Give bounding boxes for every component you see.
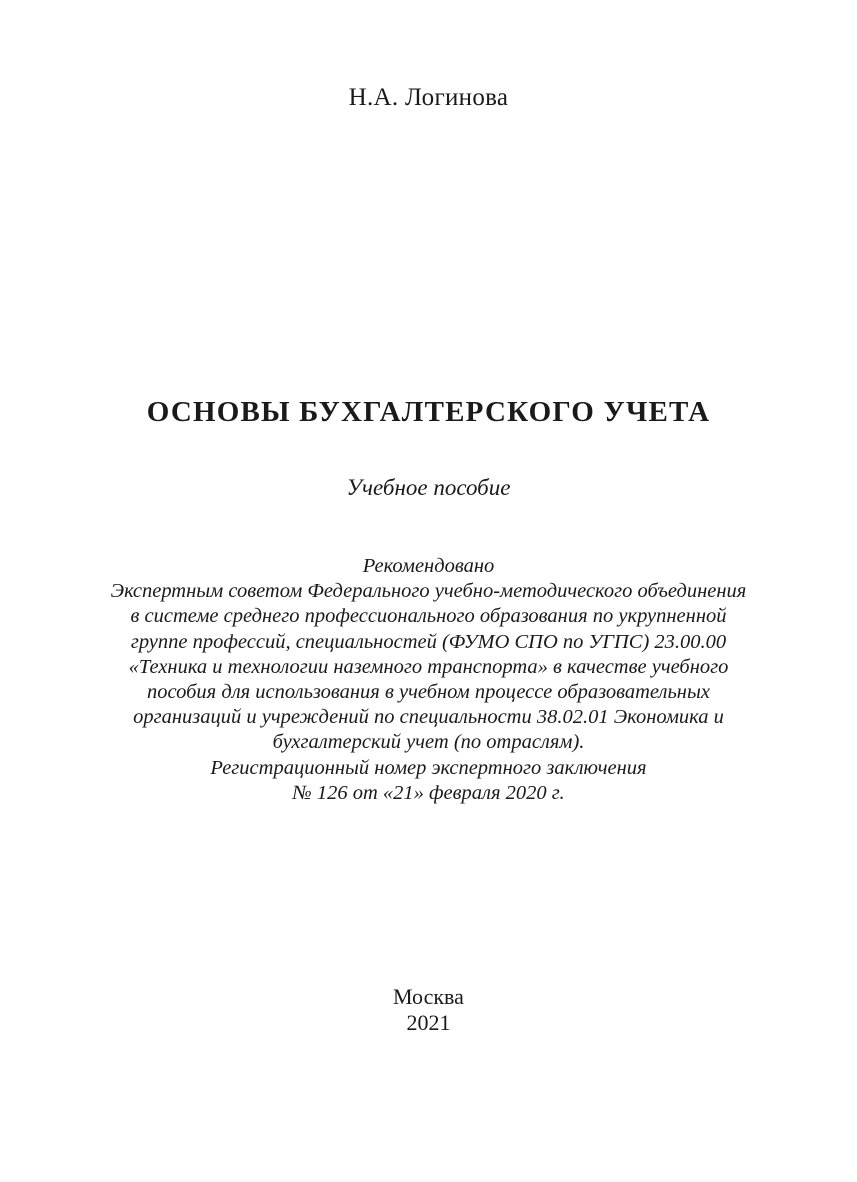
- recommendation-line: № 126 от «21» февраля 2020 г.: [292, 781, 565, 804]
- recommendation-line: «Техника и технологии наземного транспорта» в качестве учебного: [128, 655, 729, 678]
- recommendation-line: бухгалтерский учет (по отраслям).: [272, 731, 585, 754]
- recommendation-block: [0, 554, 857, 806]
- recommendation-line: в системе среднего профессионального образования по укрупненной: [130, 605, 727, 628]
- recommendation-line: группе профессий, специальностей (ФУМО СПО по УГПС) 23.00.00: [130, 630, 727, 653]
- publication-city: Москва: [393, 984, 464, 1009]
- author-name: Н.А. Логинова: [348, 84, 509, 111]
- recommendation-line: Экспертным советом Федерального учебно-методического объединения: [110, 580, 747, 603]
- recommendation-line: Регистрационный номер экспертного заключения: [210, 756, 647, 779]
- publication-year: 2021: [406, 1010, 451, 1035]
- book-title: ОСНОВЫ БУХГАЛТЕРСКОГО УЧЕТА: [146, 396, 711, 428]
- book-subtitle: Учебное пособие: [346, 475, 511, 500]
- recommendation-line: Рекомендовано: [362, 555, 495, 577]
- recommendation-line: пособия для использования в учебном процессе образовательных: [147, 681, 710, 704]
- recommendation-line: организаций и учреждений по специальности 38.02.01 Экономика и: [133, 706, 724, 729]
